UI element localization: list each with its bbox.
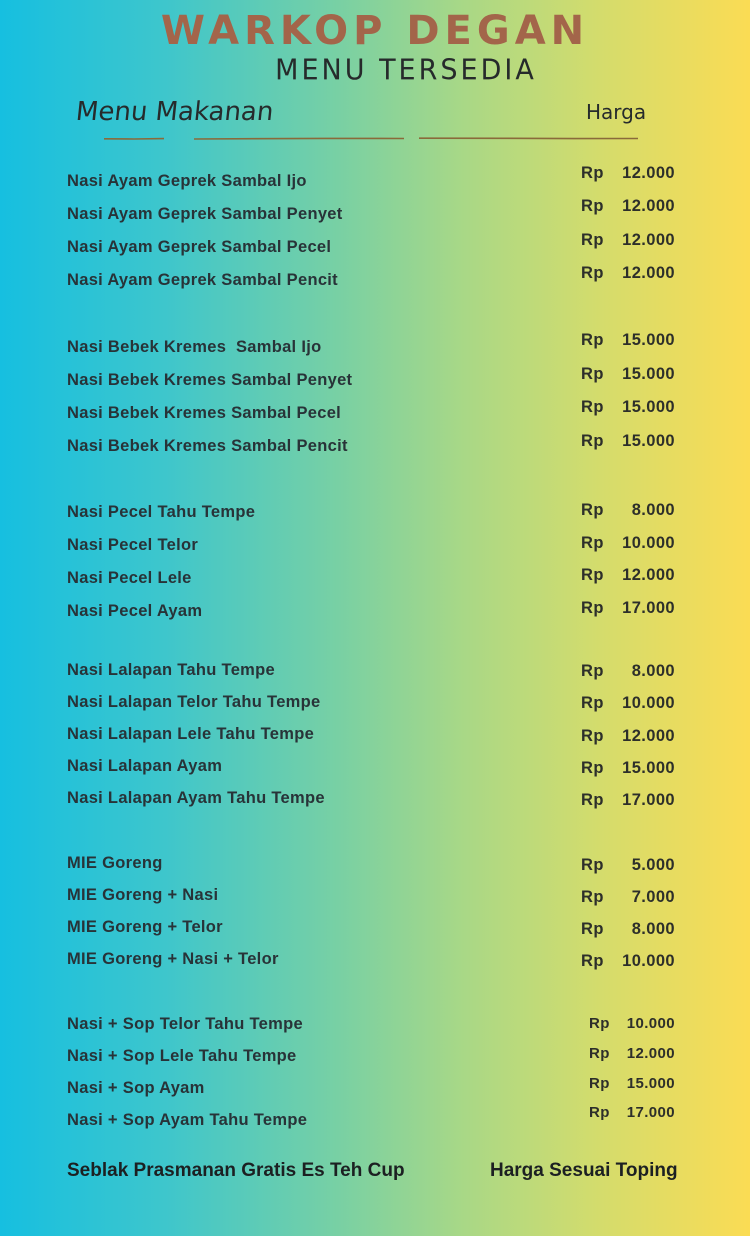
price-value: 12.000 [622, 264, 675, 282]
menu-item-price [581, 398, 675, 417]
menu-item-price [581, 920, 675, 939]
price-value: 15.000 [622, 398, 675, 416]
menu-item-price [581, 432, 675, 451]
price-value: 17.000 [626, 1104, 675, 1121]
currency-label: Rp [589, 1075, 610, 1092]
menu-item-name: MIE Goreng + Telor [67, 918, 223, 936]
price-value: 17.000 [622, 791, 675, 809]
menu-item-name: Nasi Lalapan Lele Tahu Tempe [67, 725, 315, 743]
currency-label: Rp [581, 331, 604, 349]
menu-item-name: Nasi Ayam Geprek Sambal Pecel [67, 238, 332, 256]
currency-label: Rp [581, 759, 604, 777]
menu-item-price [581, 759, 675, 778]
currency-label: Rp [581, 856, 604, 874]
price-value: 15.000 [622, 432, 675, 450]
currency-label: Rp [581, 264, 604, 282]
currency-label: Rp [581, 164, 604, 182]
currency-label: Rp [581, 365, 604, 383]
currency-label: Rp [581, 727, 604, 745]
menu-item-name: Nasi Pecel Ayam [67, 602, 203, 620]
menu-item-price [589, 1045, 675, 1062]
menu-item-price [581, 534, 675, 553]
menu-item-name: Nasi Lalapan Telor Tahu Tempe [67, 693, 321, 711]
menu-subtitle: MENU TERSEDIA [275, 54, 537, 87]
currency-label: Rp [581, 231, 604, 249]
currency-label: Rp [589, 1045, 610, 1062]
menu-item-price [581, 164, 675, 183]
price-value: 17.000 [622, 599, 675, 617]
menu-item-price [581, 727, 675, 746]
currency-label: Rp [581, 566, 604, 584]
currency-label: Rp [581, 694, 604, 712]
menu-item-price [581, 599, 675, 618]
price-value: 15.000 [626, 1075, 675, 1092]
footer-note: Harga Sesuai Toping [490, 1160, 678, 1181]
currency-label: Rp [581, 501, 604, 519]
currency-label: Rp [581, 791, 604, 809]
menu-item-name: MIE Goreng + Nasi [67, 886, 219, 904]
menu-item-price [589, 1104, 675, 1121]
menu-item-name: Nasi Pecel Tahu Tempe [67, 503, 256, 521]
price-value: 10.000 [626, 1015, 675, 1032]
menu-item-name: Nasi Bebek Kremes Sambal Ijo [67, 338, 322, 356]
menu-item-name: MIE Goreng + Nasi + Telor [67, 950, 279, 968]
currency-label: Rp [581, 920, 604, 938]
menu-item-price [581, 856, 675, 875]
menu-item-price [589, 1015, 675, 1032]
menu-item-name: Nasi + Sop Ayam [67, 1079, 205, 1097]
price-value: 12.000 [622, 197, 675, 215]
currency-label: Rp [581, 398, 604, 416]
currency-label: Rp [581, 952, 604, 970]
price-value: 10.000 [622, 534, 675, 552]
menu-item-name: Nasi Ayam Geprek Sambal Pencit [67, 271, 338, 289]
menu-item-price [581, 888, 675, 907]
menu-item-price [581, 197, 675, 216]
currency-label: Rp [581, 599, 604, 617]
menu-item-price [581, 662, 675, 681]
menu-item-name: Nasi Lalapan Ayam Tahu Tempe [67, 789, 325, 807]
menu-item-name: Nasi Bebek Kremes Sambal Pecel [67, 404, 342, 422]
menu-item-price [581, 231, 675, 250]
currency-label: Rp [581, 197, 604, 215]
menu-item-name: Nasi Bebek Kremes Sambal Pencit [67, 437, 348, 455]
menu-item-price [581, 566, 675, 585]
column-header-price: Harga [586, 100, 647, 124]
menu-item-name: Nasi Ayam Geprek Sambal Penyet [67, 205, 343, 223]
currency-label: Rp [589, 1015, 610, 1032]
menu-item-price [581, 264, 675, 283]
price-value: 10.000 [622, 952, 675, 970]
currency-label: Rp [581, 432, 604, 450]
price-value: 8.000 [631, 920, 675, 938]
price-value: 12.000 [622, 727, 675, 745]
currency-label: Rp [581, 534, 604, 552]
currency-label: Rp [581, 662, 604, 680]
column-header-menu: Menu Makanan [74, 97, 276, 127]
menu-item-name: Nasi + Sop Lele Tahu Tempe [67, 1047, 297, 1065]
price-value: 12.000 [622, 566, 675, 584]
price-value: 8.000 [631, 501, 675, 519]
price-value: 15.000 [622, 365, 675, 383]
menu-item-price [581, 694, 675, 713]
menu-item-price [581, 791, 675, 810]
price-value: 12.000 [626, 1045, 675, 1062]
price-value: 15.000 [622, 331, 675, 349]
menu-item-name: MIE Goreng [67, 854, 163, 872]
price-value: 8.000 [631, 662, 675, 680]
menu-item-name: Nasi + Sop Telor Tahu Tempe [67, 1015, 303, 1033]
menu-item-name: Nasi Lalapan Tahu Tempe [67, 661, 276, 679]
menu-item-name: Nasi Lalapan Ayam [67, 757, 223, 775]
menu-item-name: Nasi Pecel Telor [67, 536, 199, 554]
price-value: 12.000 [622, 164, 675, 182]
menu-item-name: Nasi + Sop Ayam Tahu Tempe [67, 1111, 308, 1129]
menu-item-price [581, 952, 675, 971]
menu-item-price [581, 501, 675, 520]
menu-item-price [581, 365, 675, 384]
price-value: 10.000 [622, 694, 675, 712]
restaurant-title: WARKOP DEGAN [160, 8, 590, 54]
currency-label: Rp [581, 888, 604, 906]
price-value: 7.000 [631, 888, 675, 906]
menu-item-name: Nasi Pecel Lele [67, 569, 192, 587]
currency-label: Rp [589, 1104, 610, 1121]
menu-item-name: Nasi Bebek Kremes Sambal Penyet [67, 371, 353, 389]
header-divider [104, 137, 638, 140]
footer-promo: Seblak Prasmanan Gratis Es Teh Cup [67, 1160, 405, 1181]
menu-item-price [589, 1075, 675, 1092]
menu-item-price [581, 331, 675, 350]
price-value: 5.000 [631, 856, 675, 874]
price-value: 12.000 [622, 231, 675, 249]
menu-item-name: Nasi Ayam Geprek Sambal Ijo [67, 172, 307, 190]
price-value: 15.000 [622, 759, 675, 777]
